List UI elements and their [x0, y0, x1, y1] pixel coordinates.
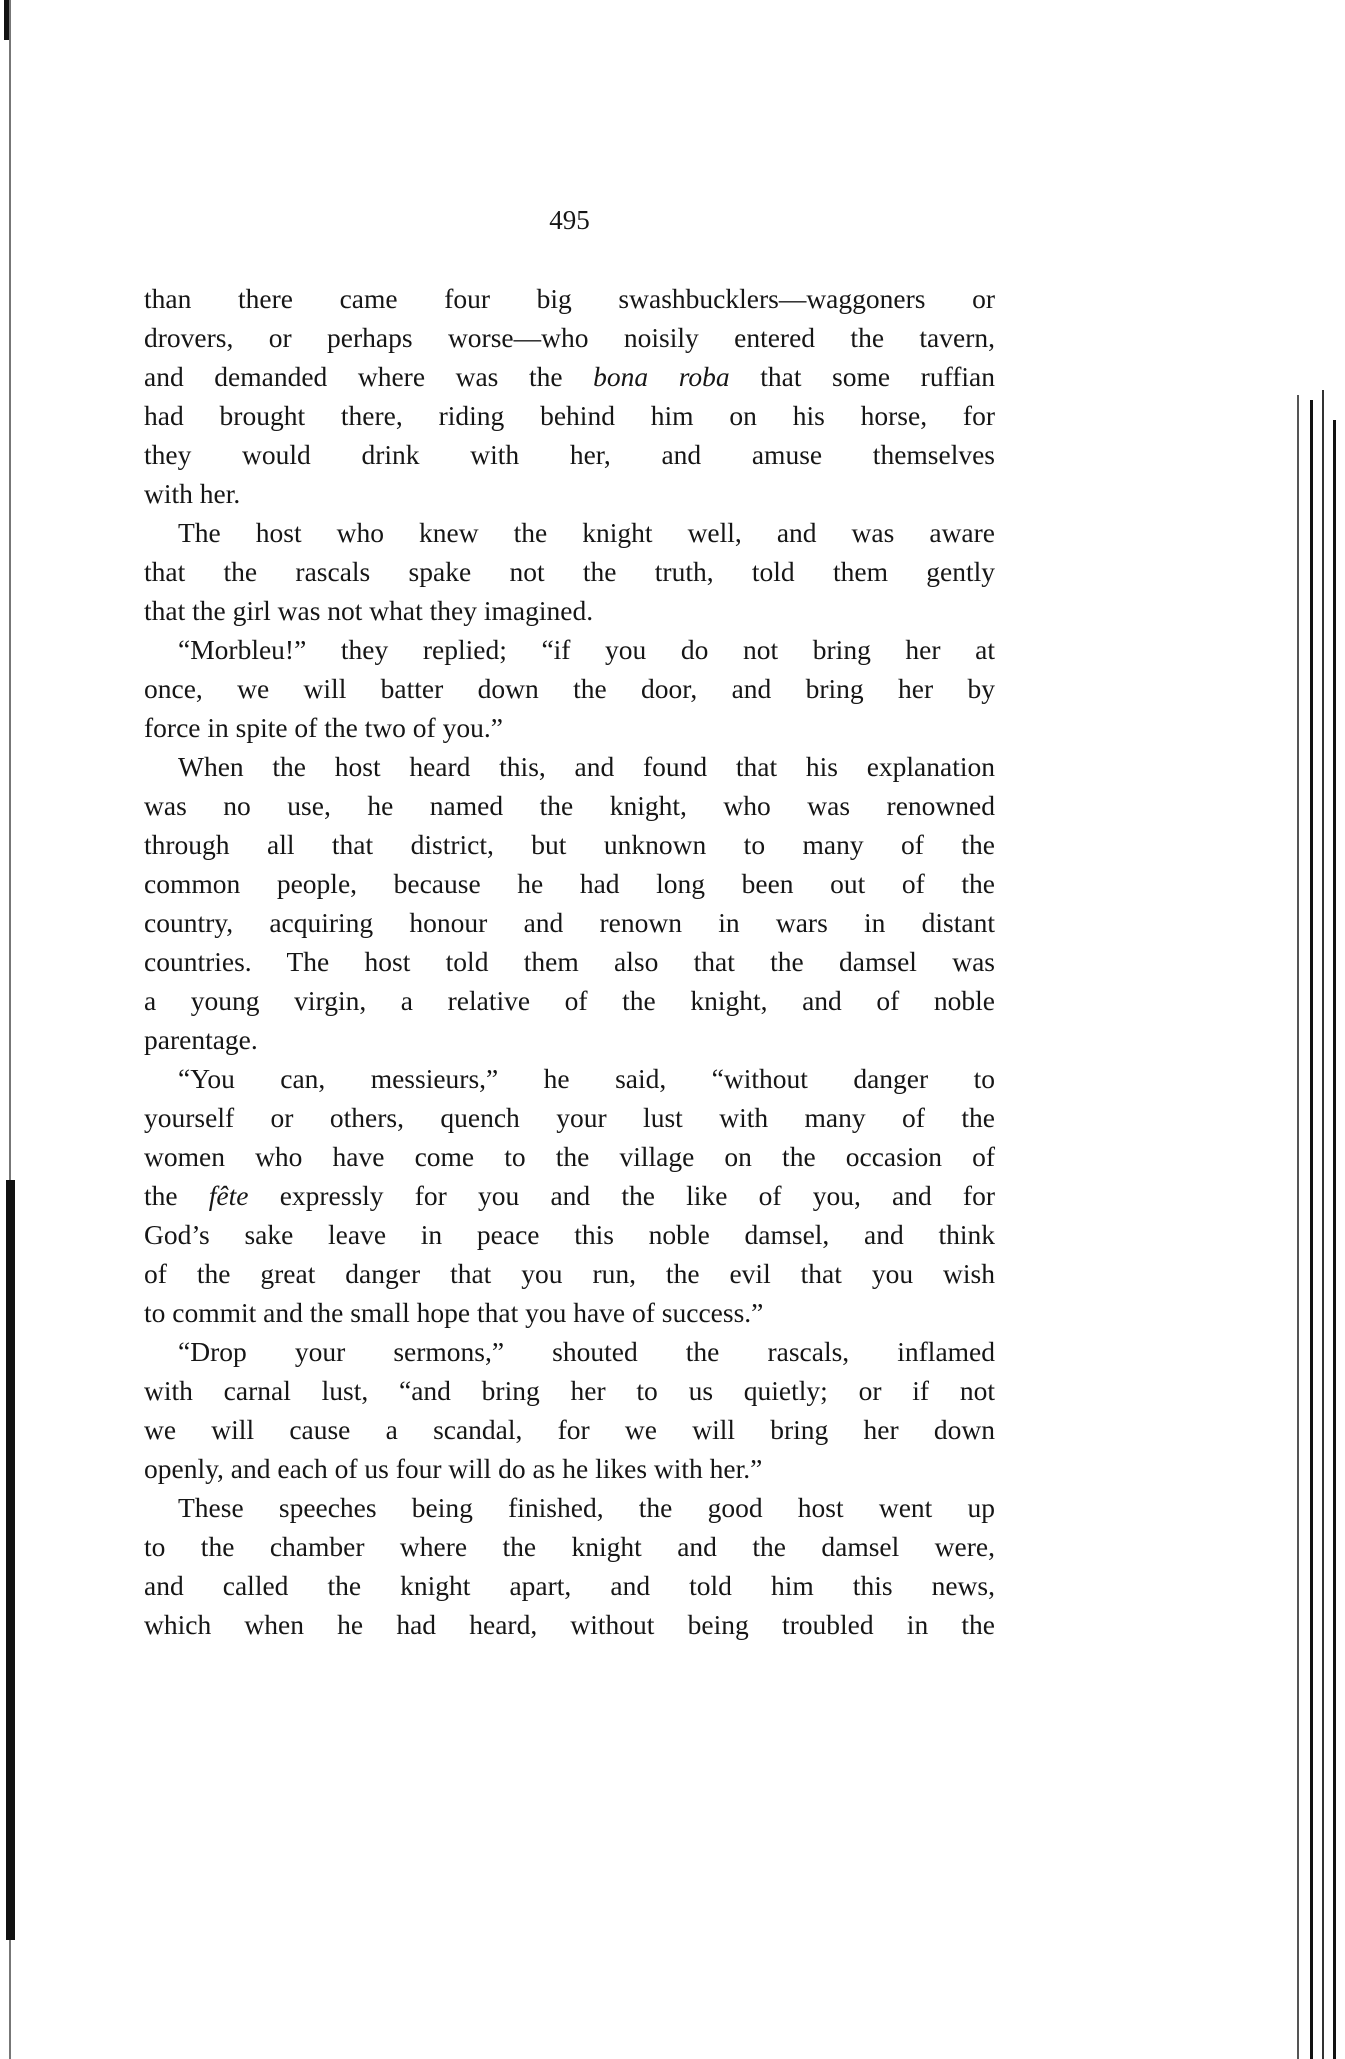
text-line — [144, 513, 995, 552]
text-line — [144, 318, 995, 357]
text-run: yourself or others, quench your lust with many of the — [144, 1102, 995, 1133]
text-run: and demanded where was the — [144, 361, 594, 392]
text-line — [144, 708, 995, 747]
text-run: drovers, or perhaps worse—who noisily entered the tavern, — [144, 322, 995, 353]
text-run: of the great danger that you run, the evil that you wish — [144, 1258, 995, 1289]
text-run: “You can, messieurs,” he said, “without danger to — [178, 1063, 995, 1094]
scan-edge-bar — [6, 1180, 15, 1940]
text-run: a young virgin, a relative of the knight, and of noble — [144, 985, 995, 1016]
text-run: that the girl was not what they imagined. — [144, 595, 594, 626]
scan-edge-line — [1310, 400, 1313, 2059]
text-run: “Morbleu!” they replied; “if you do not bring her at — [178, 634, 995, 665]
text-line — [144, 1020, 995, 1059]
text-line — [144, 1332, 995, 1371]
text-run: once, we will batter down the door, and bring her by — [144, 673, 995, 704]
text-line — [144, 825, 995, 864]
text-line — [144, 669, 995, 708]
text-line — [144, 786, 995, 825]
text-line — [144, 1098, 995, 1137]
text-run: that the rascals spake not the truth, told them gently — [144, 556, 995, 587]
text-run: parentage. — [144, 1024, 258, 1055]
text-line — [144, 1410, 995, 1449]
text-run: force in spite of the two of you.” — [144, 712, 503, 743]
text-line — [144, 1449, 995, 1488]
text-run: These speeches being finished, the good host went up — [178, 1492, 995, 1523]
text-run: expressly for you and the like of you, and for — [248, 1180, 995, 1211]
text-run: they would drink with her, and amuse themselves — [144, 439, 995, 470]
text-run: with her. — [144, 478, 241, 509]
text-run: openly, and each of us four will do as he likes with her.” — [144, 1453, 763, 1484]
text-run: The host who knew the knight well, and was aware — [178, 517, 995, 548]
text-run: which when he had heard, without being troubled in the — [144, 1609, 995, 1640]
text-run: we will cause a scandal, for we will bring her down — [144, 1414, 995, 1445]
text-line — [144, 1605, 995, 1644]
text-line — [144, 1566, 995, 1605]
text-run: When the host heard this, and found that his explanation — [178, 751, 995, 782]
text-line — [144, 357, 995, 396]
text-run: countries. The host told them also that the damsel was — [144, 946, 995, 977]
text-line — [144, 474, 995, 513]
text-line — [144, 1176, 995, 1215]
text-line — [144, 1254, 995, 1293]
scan-edge-line — [1333, 420, 1336, 2059]
text-run: common people, because he had long been out of the — [144, 868, 995, 899]
text-line — [144, 1137, 995, 1176]
text-run: through all that district, but unknown to many of the — [144, 829, 995, 860]
scan-edge-line — [1322, 390, 1324, 2059]
text-run: had brought there, riding behind him on his horse, for — [144, 400, 995, 431]
text-run: to commit and the small hope that you have of success.” — [144, 1297, 764, 1328]
text-run: women who have come to the village on the occasion of — [144, 1141, 995, 1172]
text-run: country, acquiring honour and renown in wars in distant — [144, 907, 995, 938]
text-run: was no use, he named the knight, who was renowned — [144, 790, 995, 821]
text-line — [144, 1059, 995, 1098]
italic-text: fête — [208, 1180, 249, 1211]
text-line — [144, 903, 995, 942]
text-line — [144, 1215, 995, 1254]
scan-edge-line — [4, 0, 9, 40]
text-line — [144, 864, 995, 903]
text-run: with carnal lust, “and bring her to us quietly; or if not — [144, 1375, 995, 1406]
text-run: and called the knight apart, and told him this news, — [144, 1570, 995, 1601]
text-line — [144, 1371, 995, 1410]
text-line — [144, 1293, 995, 1332]
text-run: “Drop your sermons,” shouted the rascals, inflamed — [178, 1336, 995, 1367]
text-run: to the chamber where the knight and the damsel were, — [144, 1531, 995, 1562]
text-line — [144, 981, 995, 1020]
text-line — [144, 396, 995, 435]
text-line — [144, 279, 995, 318]
text-run: the — [144, 1180, 209, 1211]
text-line — [144, 942, 995, 981]
text-run: that some ruffian — [729, 361, 995, 392]
text-run: God’s sake leave in peace this noble damsel, and think — [144, 1219, 995, 1250]
text-line — [144, 435, 995, 474]
text-line — [144, 552, 995, 591]
text-line — [144, 591, 995, 630]
text-line — [144, 747, 995, 786]
text-line — [144, 630, 995, 669]
page-number: 495 — [549, 205, 590, 235]
text-run: than there came four big swashbucklers—waggoners or — [144, 283, 995, 314]
italic-text: bona roba — [593, 361, 730, 392]
body-text — [144, 279, 995, 1644]
scan-edge-line — [1297, 395, 1299, 2059]
text-line — [144, 1527, 995, 1566]
text-line — [144, 1488, 995, 1527]
